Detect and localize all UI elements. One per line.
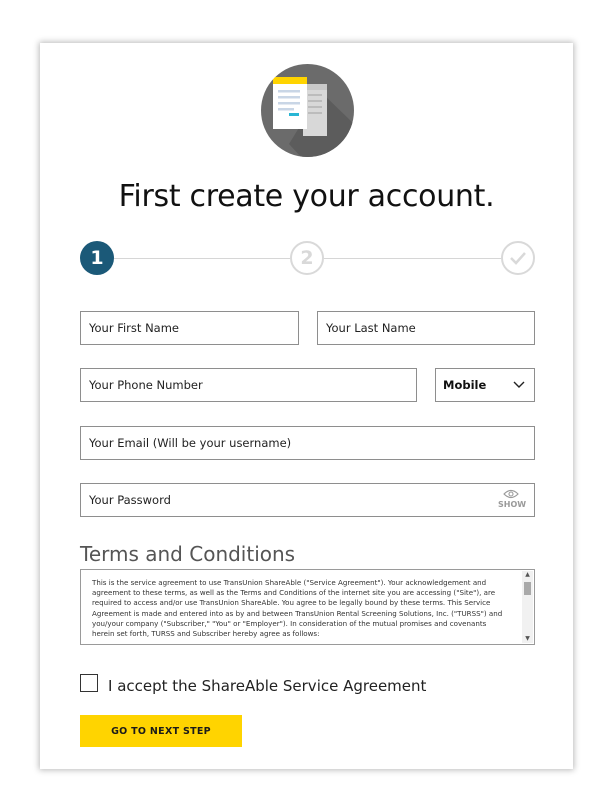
step-connector bbox=[114, 258, 290, 259]
first-name-field[interactable] bbox=[80, 311, 299, 345]
show-password-toggle[interactable] bbox=[498, 489, 527, 509]
terms-heading: Terms and Conditions bbox=[80, 542, 296, 566]
phone-field[interactable] bbox=[80, 368, 417, 402]
next-step-button[interactable]: GO TO NEXT STEP bbox=[80, 715, 242, 747]
email-input[interactable] bbox=[89, 436, 534, 450]
phone-type-value: Mobile bbox=[443, 378, 487, 392]
scroll-up-icon[interactable]: ▲ bbox=[525, 571, 530, 578]
step-complete-indicator bbox=[501, 241, 535, 275]
scroll-down-icon[interactable]: ▼ bbox=[525, 635, 530, 642]
phone-input[interactable] bbox=[89, 378, 416, 392]
progress-stepper bbox=[80, 241, 535, 275]
password-field[interactable] bbox=[80, 483, 535, 517]
first-name-input[interactable] bbox=[89, 321, 298, 335]
terms-scrollbar[interactable] bbox=[522, 571, 533, 643]
page-title: First create your account. bbox=[118, 179, 495, 214]
terms-text: This is the service agreement to use TransUnion ShareAble ("Service Agreement"). Your acknowledgement and agreement to these terms, as well as the Terms and Conditions of the internet site you are accessing ("Site"), are required to access and/or use TransUnion ShareAble. You agree to be legally bound by these terms. This Service Agreement is made and entered into as by and between TransUnion Rental Screening Solutions, Inc. ("TURSS") and you/your company ("Subscriber," "You" or "Employer"). In consideration of the mutual promises and covenants herein set forth, TURSS and Subscriber hereby agree as follows: bbox=[92, 578, 503, 639]
phone-type-select[interactable] bbox=[435, 368, 535, 402]
last-name-input[interactable] bbox=[326, 321, 534, 335]
last-name-field[interactable] bbox=[317, 311, 535, 345]
accept-agreement-label: I accept the ShareAble Service Agreement bbox=[108, 677, 427, 695]
scroll-thumb[interactable] bbox=[524, 582, 531, 595]
document-stack-icon bbox=[261, 64, 354, 157]
eye-icon bbox=[503, 489, 519, 499]
step-2-indicator: 2 bbox=[290, 241, 324, 275]
terms-scroll-box[interactable] bbox=[80, 569, 535, 645]
show-password-label: SHOW bbox=[498, 500, 527, 509]
checkmark-icon bbox=[509, 251, 527, 265]
chevron-down-icon bbox=[513, 381, 525, 389]
step-1-indicator: 1 bbox=[80, 241, 114, 275]
signup-card bbox=[40, 43, 573, 769]
password-input[interactable] bbox=[89, 493, 479, 507]
accept-agreement-checkbox[interactable] bbox=[80, 674, 98, 692]
step-connector bbox=[324, 258, 502, 259]
email-field[interactable] bbox=[80, 426, 535, 460]
